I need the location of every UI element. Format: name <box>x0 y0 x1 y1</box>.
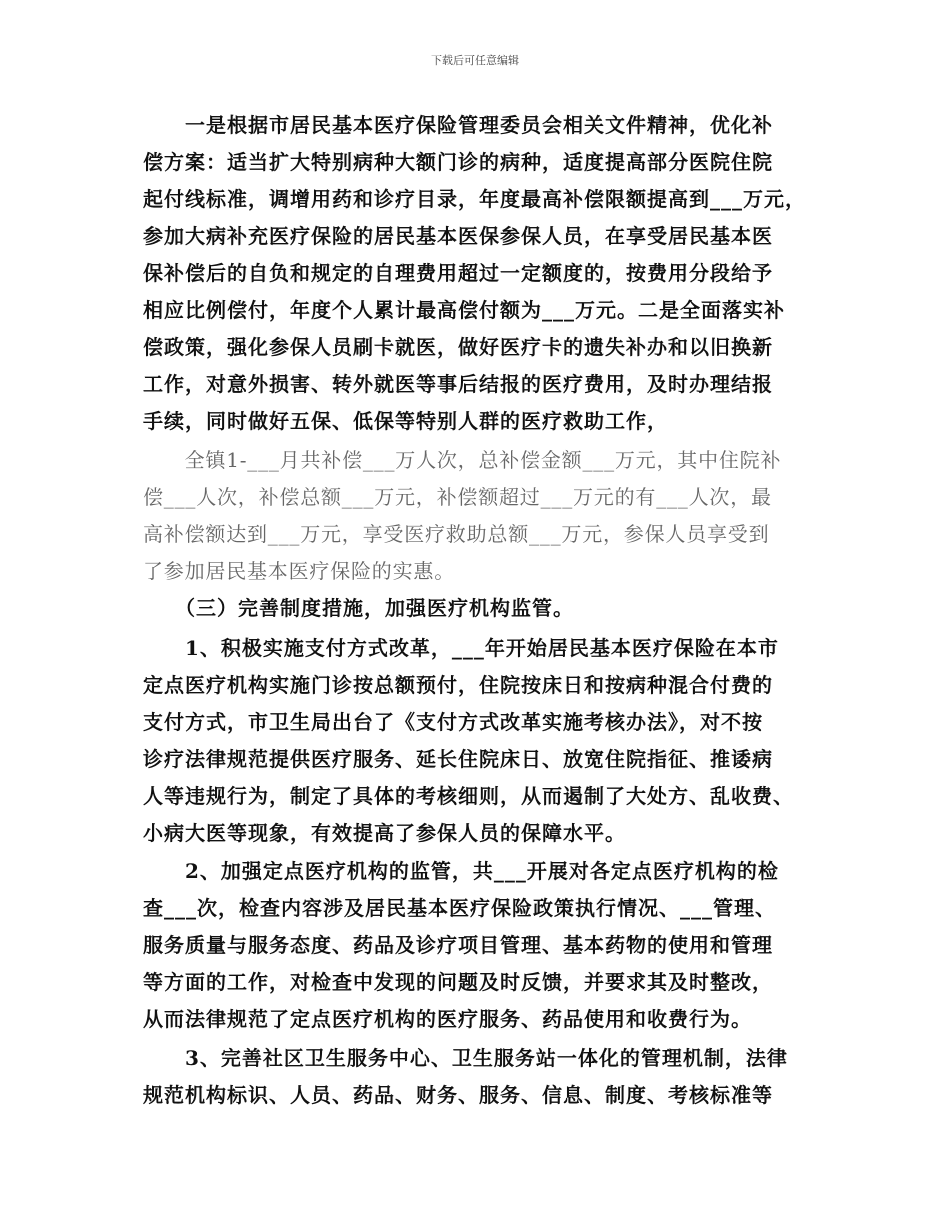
paragraph-line: 人等违规行为，制定了具体的考核细则，从而遏制了大处方、乱收费、 <box>143 784 794 808</box>
paragraph-line: 工作，对意外损害、转外就医等事后结报的医疗费用，及时办理结报 <box>143 372 773 396</box>
paragraph-line: 偿政策，强化参保人员刷卡就医，做好医疗卡的遗失补办和以旧换新 <box>143 335 773 359</box>
paragraph-line: 保补偿后的自负和规定的自理费用超过一定额度的，按费用分段给予 <box>143 261 773 285</box>
paragraph-line: 偿___人次，补偿总额___万元，补偿额超过___万元的有___人次，最 <box>143 485 772 509</box>
page-header: 下载后可任意编辑 <box>431 54 519 67</box>
paragraph-line: 3、完善社区卫生服务中心、卫生服务站一体化的管理机制，法律 <box>143 1046 788 1070</box>
paragraph-line: 查___次，检查内容涉及居民基本医疗保险政策执行情况、___管理、 <box>143 896 776 920</box>
paragraph-line: 相应比例偿付，年度个人累计最高偿付额为___万元。二是全面落实补 <box>143 298 785 322</box>
paragraph-line: 起付线标准，调增用药和诊疗目录，年度最高补偿限额提高到___万元， <box>143 187 806 211</box>
paragraph-line: 1、积极实施支付方式改革，___年开始居民基本医疗保险在本市 <box>143 636 779 660</box>
paragraph-line: 偿方案：适当扩大特别病种大额门诊的病种，适度提高部分医院住院 <box>143 150 773 174</box>
paragraph-line: 诊疗法律规范提供医疗服务、延长住院床日、放宽住院指征、推诿病 <box>143 747 773 771</box>
paragraph-line: 支付方式，市卫生局出台了《支付方式改革实施考核办法》，对不按 <box>143 710 763 734</box>
paragraph-line: 2、加强定点医疗机构的监管，共___开展对各定点医疗机构的检 <box>143 859 779 883</box>
paragraph-line: 服务质量与服务态度、药品及诊疗项目管理、基本药物的使用和管理 <box>143 933 773 957</box>
paragraph-line: 定点医疗机构实施门诊按总额预付，住院按床日和按病种混合付费的 <box>143 673 773 697</box>
paragraph-line: 从而法律规范了定点医疗机构的医疗服务、药品使用和收费行为。 <box>143 1007 752 1031</box>
paragraph-line: 小病大医等现象，有效提高了参保人员的保障水平。 <box>143 821 626 845</box>
paragraph-line: （三）完善制度措施，加强医疗机构监管。 <box>143 596 574 620</box>
paragraph-line: 高补偿额达到___万元，享受医疗救助总额___万元，参保人员享受到 <box>143 522 770 546</box>
paragraph-line: 一是根据市居民基本医疗保险管理委员会相关文件精神，优化补 <box>143 113 773 137</box>
paragraph-line: 规范机构标识、人员、药品、财务、服务、信息、制度、考核标准等 <box>143 1083 773 1107</box>
paragraph-line: 手续，同时做好五保、低保等特别人群的医疗救助工作， <box>143 409 668 433</box>
paragraph-line: 全镇1-___月共补偿___万人次，总补偿金额___万元，其中住院补 <box>143 448 782 472</box>
paragraph-line: 了参加居民基本医疗保险的实惠。 <box>143 559 455 583</box>
paragraph-line: 参加大病补充医疗保险的居民基本医保参保人员，在享受居民基本医 <box>143 224 773 248</box>
paragraph-line: 等方面的工作，对检查中发现的问题及时反馈，并要求其及时整改， <box>143 970 773 994</box>
